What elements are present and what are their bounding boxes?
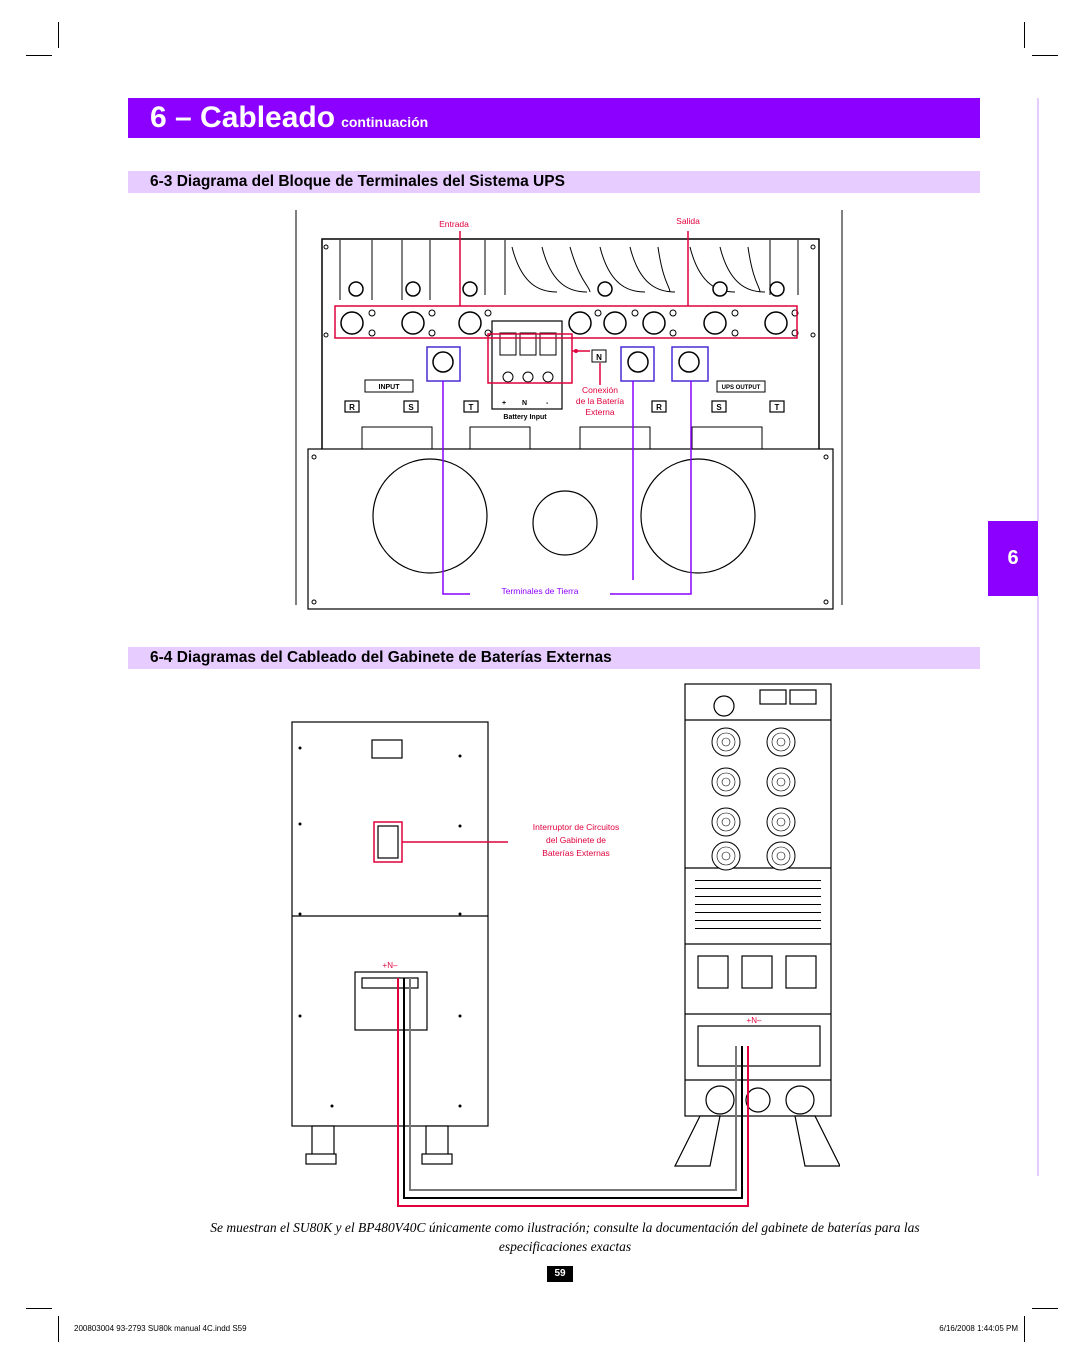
callout-breaker-2: del Gabinete de xyxy=(545,835,607,845)
crop-mark xyxy=(26,1308,52,1309)
chapter-subtitle: continuación xyxy=(341,114,429,130)
r-label-input: R xyxy=(349,403,355,412)
callout-breaker-1: Interruptor de Circuitos xyxy=(532,822,620,832)
callout-entrada: Entrada xyxy=(439,219,469,229)
callout-breaker-3: Baterías Externas xyxy=(542,848,610,858)
t-label-input: T xyxy=(468,403,474,412)
callout-conexion-1: Conexión xyxy=(582,385,618,395)
t-label-output: T xyxy=(774,403,780,412)
caption-line-1: Se muestran el SU80K y el BP480V40C únicamente como ilustración; consulte la documentación del gabinete de baterías para las xyxy=(210,1220,920,1235)
crop-mark xyxy=(1032,1308,1058,1309)
section-title-6-4: 6-4 Diagramas del Cableado del Gabinete de Baterías Externas xyxy=(150,649,612,666)
ups-output-label: UPS OUTPUT xyxy=(721,385,761,391)
crop-mark xyxy=(58,22,59,48)
section-header-6-4 xyxy=(128,647,980,669)
section-header-6-3 xyxy=(128,171,980,193)
chapter-header xyxy=(128,98,980,138)
figure-caption xyxy=(150,1218,980,1256)
battery-cabinet-wiring-diagram xyxy=(280,676,840,1216)
page-number: 59 xyxy=(547,1266,573,1282)
terminal-block-diagram xyxy=(280,205,860,615)
ups-cabinet-polarity: +N– xyxy=(746,1016,762,1025)
battery-cabinet-polarity: +N– xyxy=(382,961,398,970)
crop-mark xyxy=(26,55,52,56)
battery-cabinet xyxy=(292,722,488,1126)
crop-mark xyxy=(1024,1316,1025,1342)
tab-guide-line xyxy=(1037,596,1039,1176)
section-title-6-3: 6-3 Diagrama del Bloque de Terminales del Sistema UPS xyxy=(150,173,565,190)
crop-mark xyxy=(58,1316,59,1342)
chapter-tab[interactable] xyxy=(988,521,1038,596)
footer-timestamp: 6/16/2008 1:44:05 PM xyxy=(939,1324,1018,1333)
callout-tierra: Terminales de Tierra xyxy=(501,586,579,596)
chapter-title-wrap xyxy=(150,99,428,141)
crop-mark xyxy=(1024,22,1025,48)
callout-conexion-2: de la Batería xyxy=(575,396,625,406)
chapter-tab-number: 6 xyxy=(1007,547,1019,569)
input-label: INPUT xyxy=(378,384,400,391)
chapter-title: 6 – Cableado xyxy=(150,101,336,134)
s-label-output: S xyxy=(716,403,722,412)
callout-conexion-3: Externa xyxy=(585,407,615,417)
s-label-input: S xyxy=(408,403,414,412)
battery-input-label: Battery Input xyxy=(503,414,547,421)
terminal-panel xyxy=(322,239,819,451)
crop-mark xyxy=(1032,55,1058,56)
battery-plus: + xyxy=(502,400,507,407)
tab-guide-line xyxy=(1037,98,1039,521)
n-label: N xyxy=(596,353,602,362)
caption-line-2: especificaciones exactas xyxy=(498,1239,632,1254)
battery-n: N xyxy=(522,400,528,407)
callout-salida: Salida xyxy=(676,216,700,226)
battery-minus: - xyxy=(546,400,549,407)
footer-file-info: 200803004 93-2793 SU80k manual 4C.indd S59 xyxy=(74,1324,247,1333)
r-label-output: R xyxy=(656,403,662,412)
